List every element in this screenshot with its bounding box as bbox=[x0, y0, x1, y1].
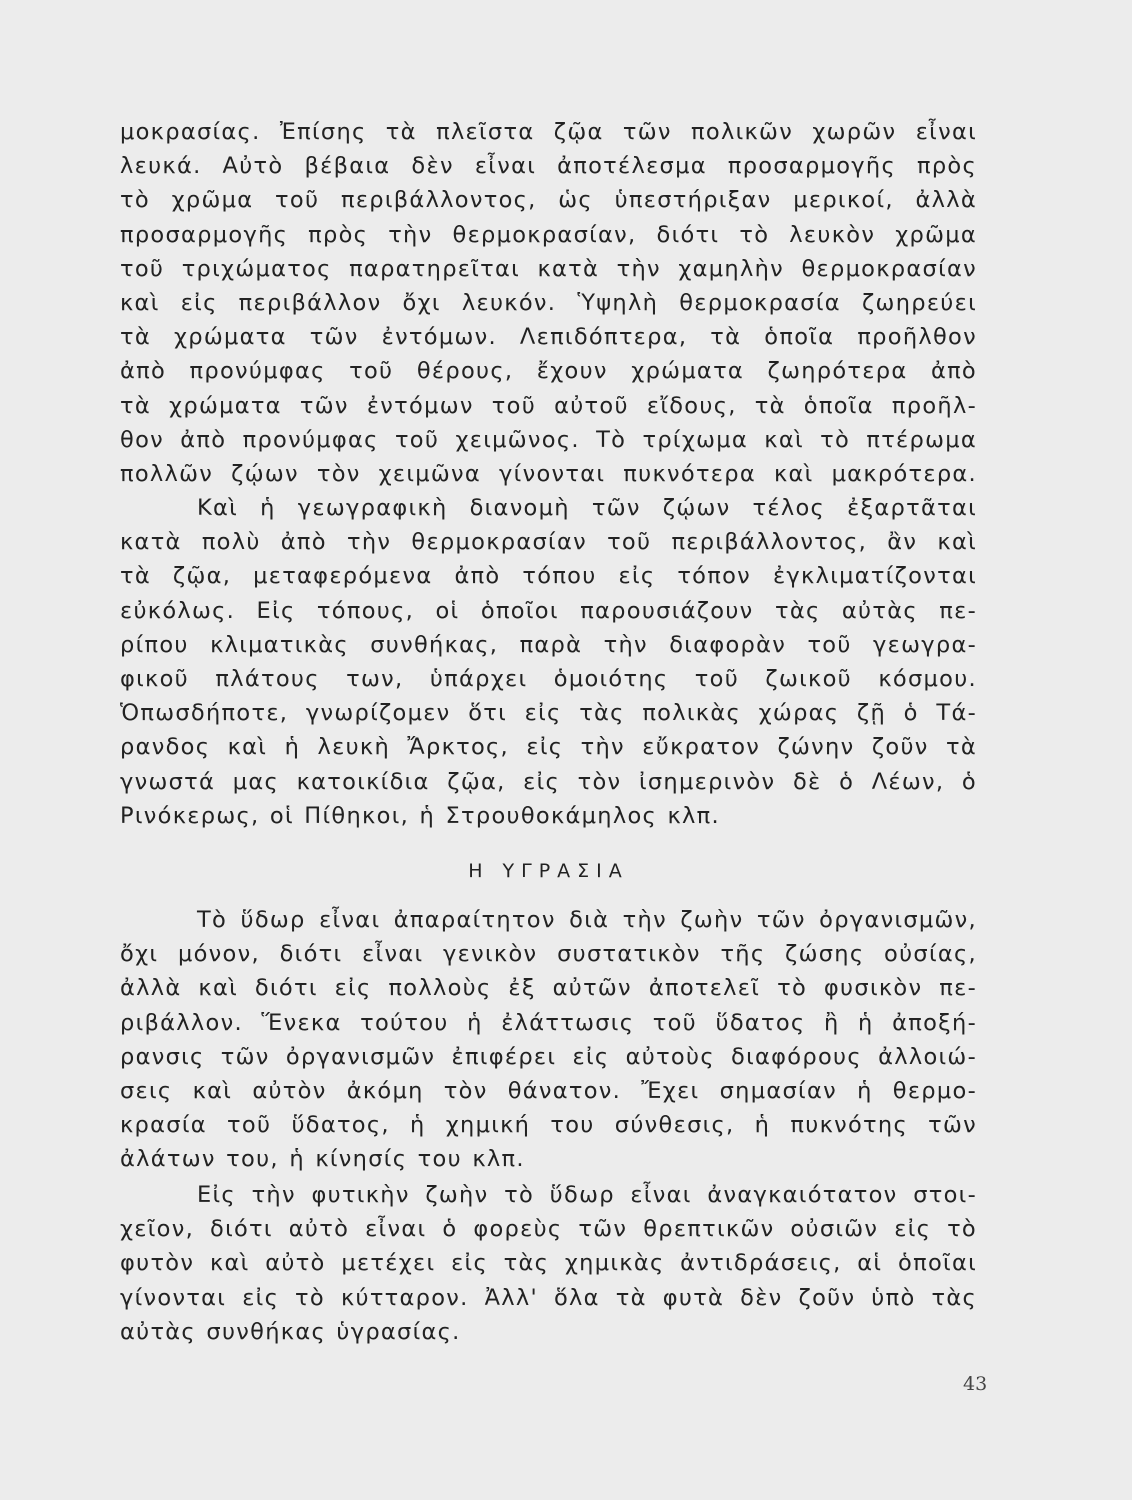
text-line: ριβάλλον. Ἕνεκα τούτου ἡ ἐλάττωσις τοῦ ὕδατος ἢ ἡ ἀποξή- bbox=[120, 1009, 977, 1036]
text-line: καὶ εἰς περιβάλλον ὄχι λευκόν. Ὑψηλὴ θερμοκρασία ζωηρεύει bbox=[120, 289, 977, 316]
text-line: φυτὸν καὶ αὐτὸ μετέχει εἰς τὰς χημικὰς ἀντιδράσεις, αἱ ὁποῖαι bbox=[120, 1250, 977, 1277]
text-line: προσαρμογῆς πρὸς τὴν θερμοκρασίαν, διότι τὸ λευκὸν χρῶμα bbox=[120, 221, 977, 248]
text-line: πολλῶν ζῴων τὸν χειμῶνα γίνονται πυκνότερα καὶ μακρότερα. bbox=[120, 460, 977, 487]
text-line: χεῖον, διότι αὐτὸ εἶναι ὁ φορεὺς τῶν θρεπτικῶν οὐσιῶν εἰς τὸ bbox=[120, 1216, 977, 1243]
text-line: Εἰς τὴν φυτικὴν ζωὴν τὸ ὕδωρ εἶναι ἀναγκαιότατον στοι- bbox=[197, 1182, 977, 1208]
paragraph-geographic-distribution bbox=[120, 491, 977, 833]
text-line: ρανσις τῶν ὀργανισμῶν ἐπιφέρει εἰς αὐτοὺς διαφόρους ἀλλοιώ- bbox=[120, 1043, 977, 1070]
text-line: κρασία τοῦ ὕδατος, ἡ χημική του σύνθεσις, ἡ πυκνότης τῶν bbox=[120, 1112, 977, 1139]
paragraph-water-plants bbox=[120, 1178, 977, 1349]
text-line: τὰ ζῷα, μεταφερόμενα ἀπὸ τόπου εἰς τόπον ἐγκλιματίζονται bbox=[120, 563, 977, 590]
section-heading: Η ΥΓΡΑΣΙΑ bbox=[468, 860, 629, 882]
text-line: κατὰ πολὺ ἀπὸ τὴν θερμοκρασίαν τοῦ περιβάλλοντος, ἂν καὶ bbox=[120, 529, 977, 556]
text-line: ὄχι μόνον, διότι εἶναι γενικὸν συστατικὸν τῆς ζώσης οὐσίας, bbox=[120, 941, 977, 968]
text-line: ἀπὸ προνύμφας τοῦ θέρους, ἔχουν χρώματα ζωηρότερα ἀπὸ bbox=[120, 358, 977, 385]
text-line: θον ἀπὸ προνύμφας τοῦ χειμῶνος. Τὸ τρίχωμα καὶ τὸ πτέρωμα bbox=[120, 426, 977, 453]
text-line: Τὸ ὕδωρ εἶναι ἀπαραίτητον διὰ τὴν ζωὴν τῶν ὀργανισμῶν, bbox=[197, 907, 977, 933]
text-line: γνωστά μας κατοικίδια ζῷα, εἰς τὸν ἰσημερινὸν δὲ ὁ Λέων, ὁ bbox=[120, 768, 977, 795]
text-line: σεις καὶ αὐτὸν ἀκόμη τὸν θάνατον. Ἔχει σημασίαν ἡ θερμο- bbox=[120, 1077, 977, 1104]
text-line: γίνονται εἰς τὸ κύτταρον. Ἀλλ' ὅλα τὰ φυτὰ δὲν ζοῦν ὑπὸ τὰς bbox=[120, 1284, 977, 1311]
text-line: τοῦ τριχώματος παρατηρεῖται κατὰ τὴν χαμηλὴν θερμοκρασίαν bbox=[120, 255, 977, 282]
text-line: αὐτὰς συνθήκας ὑγρασίας. bbox=[120, 1318, 461, 1345]
text-line: εὐκόλως. Εἰς τόπους, οἱ ὁποῖοι παρουσιάζουν τὰς αὐτὰς πε- bbox=[120, 597, 977, 624]
text-line: τὰ χρώματα τῶν ἐντόμων τοῦ αὐτοῦ εἴδους, τὰ ὁποῖα προῆλ- bbox=[120, 392, 977, 419]
text-line: Ὁπωσδήποτε, γνωρίζομεν ὅτι εἰς τὰς πολικὰς χώρας ζῇ ὁ Τά- bbox=[120, 700, 977, 727]
paragraph-temperature-colors bbox=[120, 115, 977, 491]
text-line: ἀλλὰ καὶ διότι εἰς πολλοὺς ἐξ αὐτῶν ἀποτελεῖ τὸ φυσικὸν πε- bbox=[120, 975, 977, 1002]
text-line: τὸ χρῶμα τοῦ περιβάλλοντος, ὡς ὑπεστήριξαν μερικοί, ἀλλὰ bbox=[120, 187, 977, 214]
text-line: φικοῦ πλάτους των, ὑπάρχει ὁμοιότης τοῦ ζωικοῦ κόσμου. bbox=[120, 665, 977, 692]
text-line: ἀλάτων του, ἡ κίνησίς του κλπ. bbox=[120, 1146, 525, 1173]
text-line: ρανδος καὶ ἡ λευκὴ Ἄρκτος, εἰς τὴν εὔκρατον ζώνην ζοῦν τὰ bbox=[120, 734, 977, 761]
text-line: Ρινόκερως, οἱ Πίθηκοι, ἡ Στρουθοκάμηλος κλπ. bbox=[120, 802, 720, 829]
page-number: 43 bbox=[963, 1373, 988, 1395]
paragraph-water-organisms bbox=[120, 903, 977, 1177]
text-line: Καὶ ἡ γεωγραφικὴ διανομὴ τῶν ζῴων τέλος ἐξαρτᾶται bbox=[197, 495, 977, 521]
text-line: μοκρασίας. Ἐπίσης τὰ πλεῖστα ζῷα τῶν πολικῶν χωρῶν εἶναι bbox=[120, 119, 977, 145]
text-line: λευκά. Αὐτὸ βέβαια δὲν εἶναι ἀποτέλεσμα προσαρμογῆς πρὸς bbox=[120, 153, 977, 180]
text-line: ρίπου κλιματικὰς συνθήκας, παρὰ τὴν διαφορὰν τοῦ γεωγρα- bbox=[120, 631, 977, 658]
text-line: τὰ χρώματα τῶν ἐντόμων. Λεπιδόπτερα, τὰ ὁποῖα προῆλθον bbox=[120, 324, 977, 351]
